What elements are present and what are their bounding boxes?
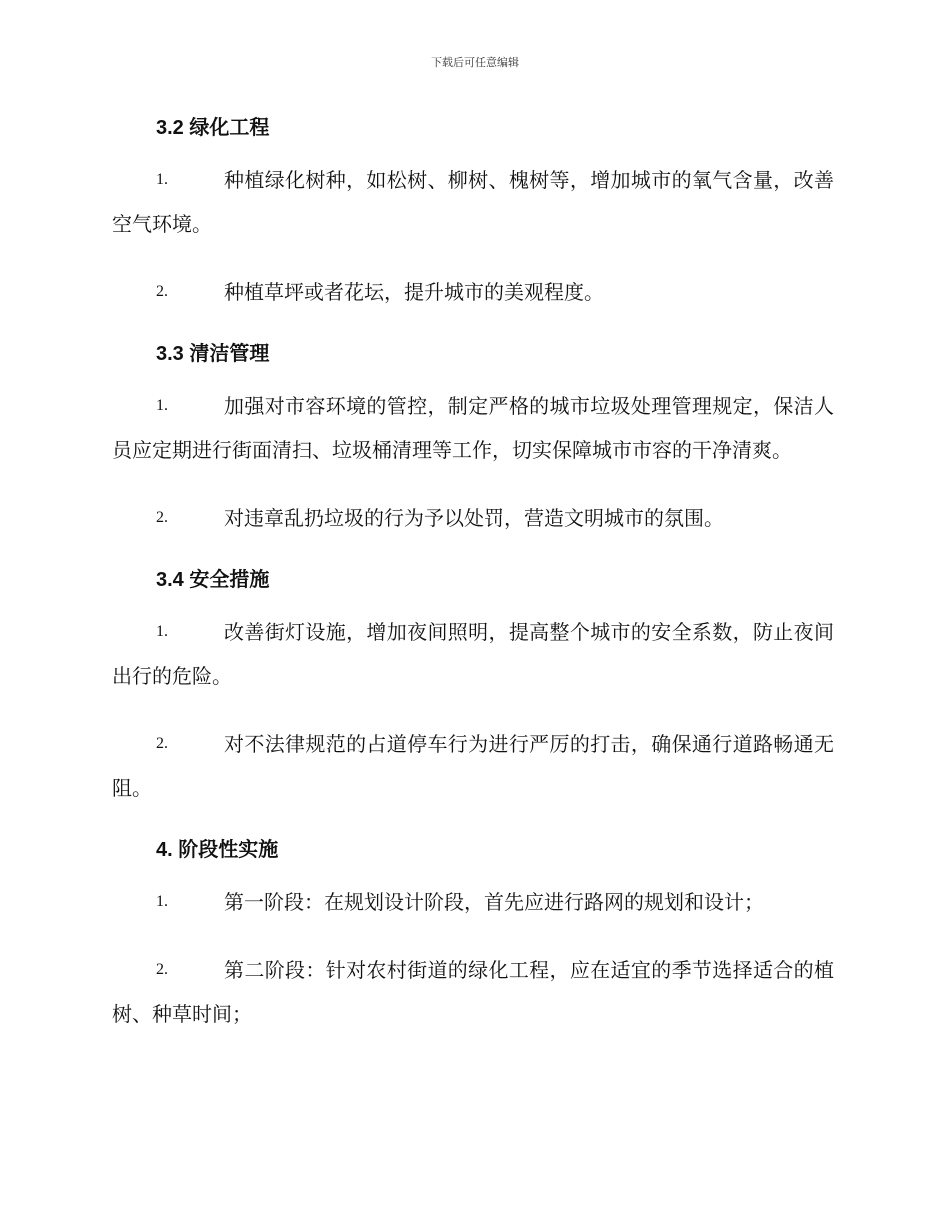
section xyxy=(112,338,834,540)
list-item-number: 2. xyxy=(156,283,168,300)
list-item-number: 2. xyxy=(156,961,168,978)
section-heading: 3.2 绿化工程 xyxy=(156,117,270,139)
section xyxy=(112,834,834,1036)
section-heading: 3.4 安全措施 xyxy=(156,569,270,591)
list-item xyxy=(112,384,834,472)
list-item xyxy=(112,948,834,1036)
list-item-number: 1. xyxy=(156,397,168,414)
list-item xyxy=(112,610,834,698)
section-heading: 4. 阶段性实施 xyxy=(156,839,279,861)
list-item-text: 第二阶段：针对农村街道的绿化工程，应在适宜的季节选择适合的植树、种草时间； xyxy=(112,958,834,1026)
list-item-number: 1. xyxy=(156,893,168,910)
list-item-text: 加强对市容环境的管控，制定严格的城市垃圾处理管理规定，保洁人员应定期进行街面清扫、垃圾桶清理等工作，切实保障城市市容的干净清爽。 xyxy=(112,394,834,462)
list-item-number: 1. xyxy=(156,623,168,640)
list-item-number: 2. xyxy=(156,735,168,752)
list-item xyxy=(112,496,834,540)
list-item xyxy=(112,158,834,246)
section xyxy=(112,112,834,314)
list-item-text: 改善街灯设施，增加夜间照明，提高整个城市的安全系数，防止夜间出行的危险。 xyxy=(112,620,834,688)
page-header: 下载后可任意编辑 xyxy=(431,56,519,69)
list-item-text: 对违章乱扔垃圾的行为予以处罚，营造文明城市的氛围。 xyxy=(224,506,724,530)
list-item-text: 第一阶段：在规划设计阶段，首先应进行路网的规划和设计； xyxy=(224,890,764,914)
list-item xyxy=(112,880,834,924)
list-item xyxy=(112,270,834,314)
document-body xyxy=(112,112,834,1060)
section-heading: 3.3 清洁管理 xyxy=(156,343,270,365)
list-item-text: 种植草坪或者花坛，提升城市的美观程度。 xyxy=(224,280,604,304)
list-item-text: 种植绿化树种，如松树、柳树、槐树等，增加城市的氧气含量，改善空气环境。 xyxy=(112,168,834,236)
list-item-number: 1. xyxy=(156,171,168,188)
section xyxy=(112,564,834,810)
list-item-text: 对不法律规范的占道停车行为进行严厉的打击，确保通行道路畅通无阻。 xyxy=(112,732,834,800)
list-item xyxy=(112,722,834,810)
list-item-number: 2. xyxy=(156,509,168,526)
